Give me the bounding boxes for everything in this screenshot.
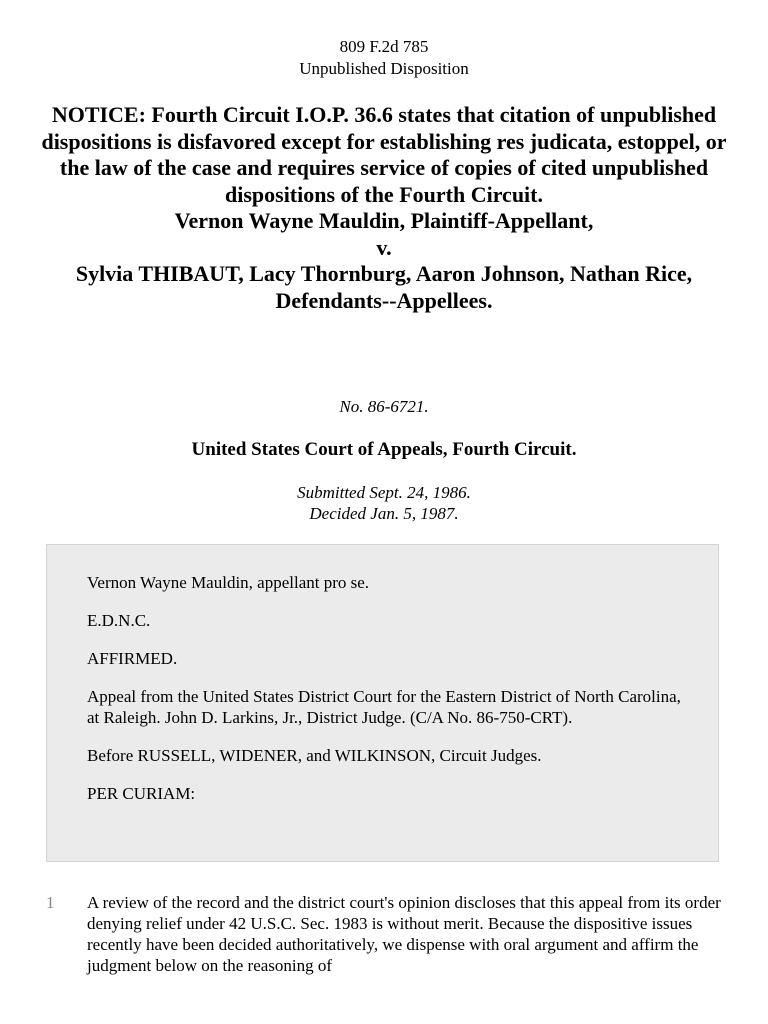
defendants-names: Sylvia THIBAUT, Lacy Thornburg, Aaron Johnson, Nathan Rice, bbox=[75, 261, 693, 286]
citation-header bbox=[0, 36, 768, 80]
appeal-from-line: Appeal from the United States District Court for the Eastern District of North Carolina, at Raleigh. John D. Larkins, Jr., District Judge. (C/A No. 86-750-CRT). bbox=[87, 687, 681, 727]
case-summary-box bbox=[46, 544, 719, 862]
defendants-role: Defendants--Appellees. bbox=[275, 287, 493, 313]
per-curiam-line: PER CURIAM: bbox=[87, 784, 196, 803]
versus-label: v. bbox=[376, 234, 392, 260]
case-dates bbox=[0, 482, 768, 524]
plaintiff-name: Vernon Wayne Mauldin, Plaintiff-Appellant, bbox=[174, 208, 594, 233]
decided-date: Decided Jan. 5, 1987. bbox=[309, 504, 459, 523]
panel-line: Before RUSSELL, WIDENER, and WILKINSON, Circuit Judges. bbox=[87, 746, 542, 765]
paragraph-text: A review of the record and the district court's opinion discloses that this appeal from its order denying relief under 42 U.S.C. Sec. 1983 is without merit. Because the dispositive issues recently have been decided authoritatively, we dispense with oral argument and affirm the judgment below on the reasoning of bbox=[87, 893, 721, 975]
reporter-citation: 809 F.2d 785 bbox=[339, 37, 429, 56]
case-summary-content bbox=[87, 572, 687, 821]
docket-number: No. 86-6721. bbox=[339, 397, 429, 416]
case-caption bbox=[40, 102, 728, 314]
disposition-label: Unpublished Disposition bbox=[299, 59, 469, 78]
counsel-line: Vernon Wayne Mauldin, appellant pro se. bbox=[87, 573, 370, 592]
court-name: United States Court of Appeals, Fourth Circuit. bbox=[191, 439, 577, 460]
notice-text: NOTICE: Fourth Circuit I.O.P. 36.6 states that citation of unpublished dispositions is disfavored except for establishing res judicata, estoppel, or the law of the case and requires service of copies of cited unpublished dispositions of the Fourth Circuit. bbox=[41, 102, 727, 207]
submitted-date: Submitted Sept. 24, 1986. bbox=[297, 483, 471, 502]
district-line: E.D.N.C. bbox=[87, 611, 151, 630]
result-line: AFFIRMED. bbox=[87, 649, 178, 668]
paragraph-number: 1 bbox=[46, 893, 55, 912]
